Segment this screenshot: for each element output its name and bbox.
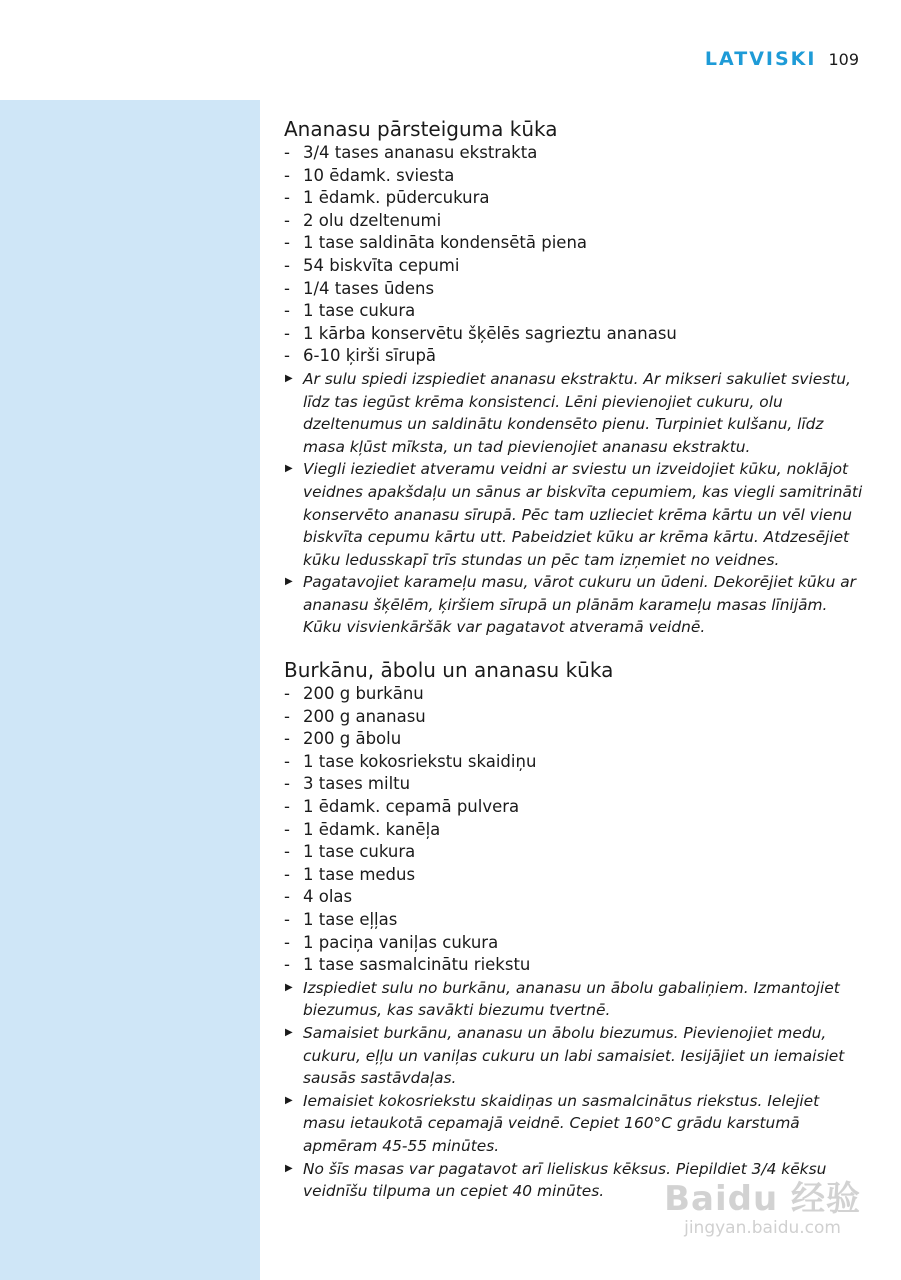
- step-text: Izspiediet sulu no burkānu, ananasu un ābolu gabaliņiem. Izmantojiet biezumus, kas savākti biezumu tvertnē.: [303, 978, 840, 1020]
- step-list: [284, 368, 864, 639]
- step-text: Ar sulu spiedi izspiediet ananasu ekstraktu. Ar mikseri sakuliet sviestu, līdz tas iegūst krēma konsistenci. Lēni pievienojiet cukuru, olu dzeltenumus un saldinātu kondensēto pienu. Turpiniet kulšanu, līdz masa kļūst mīksta, un tad pievienojiet ananasu ekstraktu.: [303, 369, 851, 456]
- ingredient-item: - 200 g ābolu: [284, 728, 864, 751]
- ingredient-item: - 1 paciņa vaniļas cukura: [284, 932, 864, 955]
- page-number: 109: [828, 50, 859, 69]
- language-label: LATVISKI: [704, 48, 817, 70]
- recipe-pineapple-surprise-cake: [284, 116, 864, 639]
- ingredient-item: - 1 tase saldināta kondensētā piena: [284, 232, 864, 255]
- bullet-arrow-icon: ▶: [285, 372, 293, 384]
- sidebar-band: [0, 100, 260, 1280]
- step-text: Iemaisiet kokosriekstu skaidiņas un sasmalcinātus riekstus. Ielejiet masu ietaukotā cepamajā veidnē. Cepiet 160°C grādu karstumā apmēram 45-55 minūtes.: [303, 1091, 820, 1155]
- ingredient-item: - 1 ēdamk. kanēļa: [284, 819, 864, 842]
- step-item: [284, 1090, 864, 1158]
- step-list: [284, 977, 864, 1203]
- ingredient-item: - 200 g burkānu: [284, 683, 864, 706]
- bullet-arrow-icon: ▶: [285, 576, 293, 588]
- ingredient-item: - 1 tase cukura: [284, 300, 864, 323]
- bullet-arrow-icon: ▶: [285, 1026, 293, 1038]
- step-text: Viegli ieziediet atveramu veidni ar sviestu un izveidojiet kūku, noklājot veidnes apakšdaļu un sānus ar biskvīta cepumiem, kas viegli samitrināti konservēto ananasu sīrupā. Pēc tam uzlieciet krēma kārtu un vēl vienu biskvīta cepumu kārtu utt. Pabeidziet kūku ar krēma kārtu. Atdzesējiet kūku ledusskapī trīs stundas un pēc tam izņemiet no veidnes.: [303, 460, 863, 569]
- ingredient-item: - 1 ēdamk. cepamā pulvera: [284, 796, 864, 819]
- step-item: [284, 368, 864, 458]
- watermark-url: jingyan.baidu.com: [684, 1218, 841, 1238]
- ingredient-item: - 3/4 tases ananasu ekstrakta: [284, 142, 864, 165]
- ingredient-item: - 1 tase kokosriekstu skaidiņu: [284, 751, 864, 774]
- recipe-content: [284, 116, 864, 1203]
- step-item: [284, 977, 864, 1022]
- ingredient-item: - 6-10 ķirši sīrupā: [284, 345, 864, 368]
- ingredient-item: - 200 g ananasu: [284, 706, 864, 729]
- ingredient-list: [284, 683, 864, 977]
- recipe-title: Burkānu, ābolu un ananasu kūka: [284, 658, 614, 683]
- ingredient-item: - 54 biskvīta cepumi: [284, 255, 864, 278]
- ingredient-item: - 1/4 tases ūdens: [284, 278, 864, 301]
- step-text: Samaisiet burkānu, ananasu un ābolu biezumus. Pievienojiet medu, cukuru, eļļu un vaniļas cukuru un labi samaisiet. Iesijājiet un iemaisiet sausās sastāvdaļas.: [303, 1023, 845, 1088]
- ingredient-item: - 1 tase cukura: [284, 841, 864, 864]
- step-item: [284, 571, 864, 639]
- ingredient-item: - 1 tase medus: [284, 864, 864, 887]
- ingredient-item: - 2 olu dzeltenumi: [284, 210, 864, 233]
- bullet-arrow-icon: ▶: [285, 463, 293, 475]
- ingredient-list: [284, 142, 864, 368]
- step-item: [284, 1022, 864, 1090]
- watermark-logo: Baidu 经验: [664, 1179, 861, 1219]
- recipe-carrot-apple-pineapple-cake: [284, 657, 864, 1203]
- ingredient-item: - 1 ēdamk. pūdercukura: [284, 187, 864, 210]
- watermark: [664, 1171, 861, 1238]
- ingredient-item: - 1 tase eļļas: [284, 909, 864, 932]
- ingredient-item: - 1 tase sasmalcinātu riekstu: [284, 954, 864, 977]
- ingredient-item: - 10 ēdamk. sviesta: [284, 165, 864, 188]
- step-item: [284, 458, 864, 571]
- recipe-title: Ananasu pārsteiguma kūka: [284, 117, 558, 141]
- step-text: No šīs masas var pagatavot arī lieliskus kēksus. Piepildiet 3/4 kēksu veidnīšu tilpuma un cepiet 40 minūtes.: [303, 1159, 827, 1201]
- step-text: Pagatavojiet karameļu masu, vārot cukuru un ūdeni. Dekorējiet kūku ar ananasu šķēlēm, ķiršiem sīrupā un plānām karameļu masas līnijām. Kūku visvienkāršāk var pagatavot atveramā veidnē.: [303, 573, 856, 637]
- page-header: [705, 48, 859, 70]
- bullet-arrow-icon: ▶: [285, 1162, 293, 1174]
- ingredient-item: - 3 tases miltu: [284, 773, 864, 796]
- bullet-arrow-icon: ▶: [285, 1094, 293, 1106]
- ingredient-item: - 1 kārba konservētu šķēlēs sagrieztu ananasu: [284, 323, 864, 346]
- bullet-arrow-icon: ▶: [285, 981, 293, 993]
- ingredient-item: - 4 olas: [284, 886, 864, 909]
